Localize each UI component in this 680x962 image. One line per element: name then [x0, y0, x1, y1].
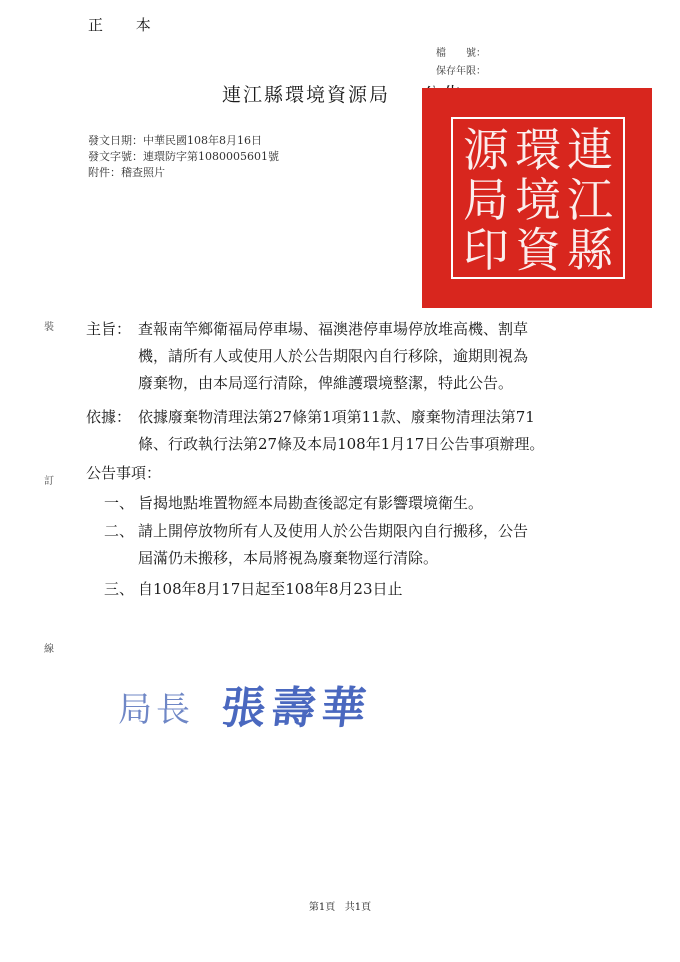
seal-graphic [422, 88, 652, 308]
item-line: 屆滿仍未搬移，本局將視為廢棄物逕行清除。 [138, 549, 439, 567]
file-number-label: 檔 號： [436, 48, 486, 59]
subject-text [138, 316, 528, 397]
seal-char: 江 [567, 173, 613, 227]
signature-title: 局長 [118, 690, 194, 730]
item-text [138, 576, 403, 603]
item-text [138, 490, 483, 517]
subject-line: 廢棄物，由本局逕行清除，俾維護環境整潔，特此公告。 [138, 374, 514, 392]
seal-char: 資 [515, 223, 561, 277]
document-number: 發文字號：連環防字第1080005601號 [88, 150, 279, 163]
subject-line: 機，請所有人或使用人於公告期限內自行移除，逾期則視為 [138, 347, 529, 365]
subject-label: 主旨： [86, 320, 132, 338]
seal-char: 局 [463, 173, 509, 227]
item-line: 請上開停放物所有人及使用人於公告期限內自行搬移，公告 [138, 522, 529, 540]
seal-char: 縣 [567, 223, 613, 277]
attachment: 附件：稽查照片 [88, 166, 165, 179]
retention-label: 保存年限： [436, 66, 486, 77]
seal-char: 源 [463, 123, 509, 177]
item-marker: 三、 [104, 580, 135, 598]
official-seal [422, 88, 652, 308]
basis-line: 條、行政執行法第27條及本局108年1月17日公告事項辦理。 [138, 435, 545, 453]
item-text [138, 518, 528, 572]
items-label: 公告事項： [86, 464, 162, 482]
item-line: 旨揭地點堆置物經本局勘查後認定有影響環境衛生。 [138, 494, 484, 512]
item-line: 自108年8月17日起至108年8月23日止 [138, 580, 403, 598]
copy-mark: 正 本 [88, 16, 165, 34]
seal-char: 印 [463, 223, 509, 277]
binding-mark: 訂 [44, 476, 54, 487]
agency-name: 連江縣環境資源局 [222, 84, 391, 106]
basis-line: 依據廢棄物清理法第27條第1項第11款、廢棄物清理法第71 [138, 408, 535, 426]
page-total: 共1頁 [344, 902, 372, 913]
seal-char: 連 [567, 123, 613, 177]
basis-text [138, 404, 544, 458]
seal-char: 環 [515, 123, 561, 177]
binding-mark: 線 [44, 644, 54, 655]
basis-label: 依據： [86, 408, 132, 426]
signature-name: 張壽華 [218, 683, 375, 734]
binding-mark: 裝 [44, 322, 54, 333]
page-number: 第1頁 [308, 902, 336, 913]
subject-line: 查報南竿鄉衛福局停車場、福澳港停車場停放堆高機、割草 [138, 320, 529, 338]
page-footer [0, 898, 680, 913]
issue-date: 發文日期：中華民國108年8月16日 [88, 134, 262, 147]
seal-char: 境 [515, 173, 561, 227]
item-marker: 二、 [104, 522, 135, 540]
item-marker: 一、 [104, 494, 135, 512]
